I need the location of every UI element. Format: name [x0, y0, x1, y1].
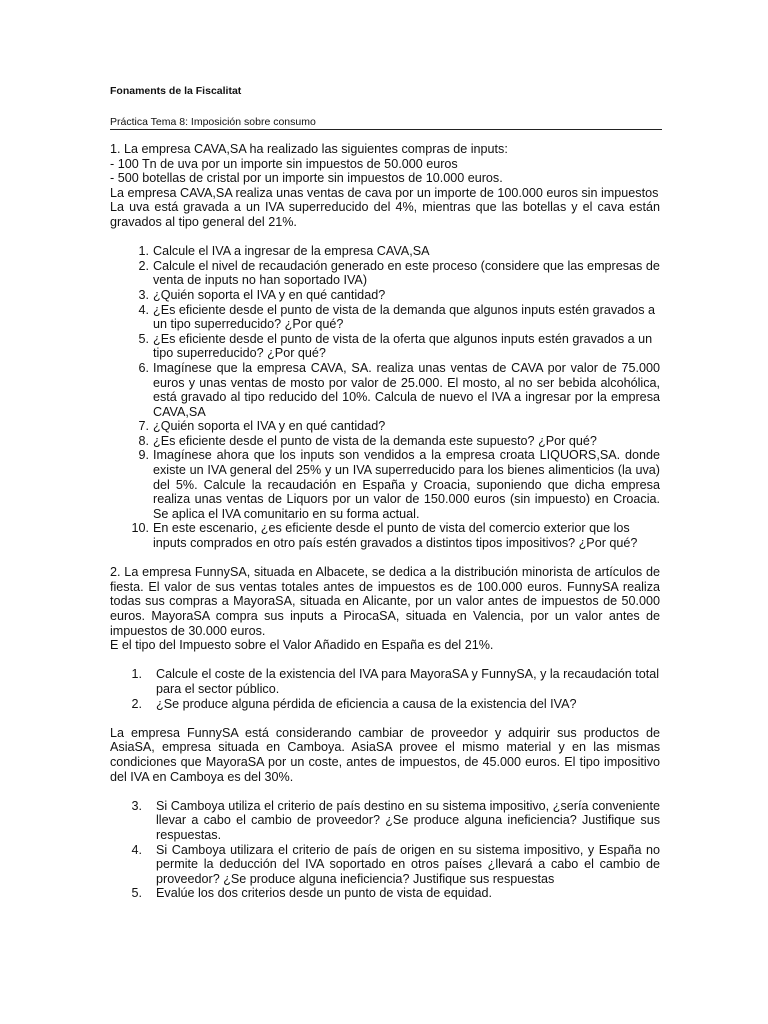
- item-number: 9.: [138, 448, 149, 463]
- spacer: [110, 784, 660, 799]
- list-item: [110, 667, 660, 696]
- list-item: [110, 361, 660, 419]
- item-number: 1.: [131, 667, 142, 682]
- list-item: [110, 886, 660, 901]
- item-text: Calcule el IVA a ingresar de la empresa CAVA,SA: [153, 244, 430, 259]
- exercise1-input-grapes: - 100 Tn de uva por un importe sin impuestos de 50.000 euros: [110, 156, 458, 171]
- item-number: 6.: [138, 360, 149, 375]
- exercise2-intro: 2. La empresa FunnySA, situada en Albacete, se dedica a la distribución minorista de artículos de fiesta. El valor de sus ventas totales antes de impuestos es de 100.000 euros. FunnySA realiza todas sus compras a MayoraSA, situada en Alicante, por un valor antes de impuestos de 50.000 euros. MayoraSA compra sus inputs a PirocaSA, situada en Valencia, por un valor antes de impuestos de 30.000 euros.: [110, 565, 660, 638]
- list-item: [110, 288, 660, 303]
- list-item: [110, 521, 660, 550]
- list-item: [110, 419, 660, 434]
- item-text: Si Camboya utilizara el criterio de país de origen en su sistema impositivo, y España no permite la deducción del IVA soportado en otros países ¿llevará a cabo el cambio de proveedor? ¿Se produce alguna ineficiencia? Justifique sus respuestas: [156, 842, 660, 886]
- course-title: Fonaments de la Fiscalitat: [110, 85, 242, 97]
- item-number: 3.: [138, 287, 149, 302]
- item-text: Si Camboya utiliza el criterio de país destino en su sistema impositivo, ¿sería conveniente llevar a cabo el cambio de proveedor? ¿Se produce alguna ineficiencia? Justifique sus respuestas.: [156, 798, 660, 842]
- exercise2-question-list-b: [110, 799, 660, 901]
- item-number: 4.: [131, 842, 142, 857]
- spacer: [110, 653, 660, 668]
- item-text: ¿Es eficiente desde el punto de vista de la demanda que algunos inputs estén gravados a un tipo superreducido? ¿Por qué?: [153, 302, 655, 332]
- list-item: [110, 303, 660, 332]
- header-divider: [110, 129, 662, 130]
- exercise2-vat-rate: E el tipo del Impuesto sobre el Valor Añadido en España es del 21%.: [110, 638, 494, 653]
- item-text: Calcule el coste de la existencia del IVA para MayoraSA y FunnySA, y la recaudación total para el sector público.: [156, 667, 660, 696]
- item-number: 5.: [138, 331, 149, 346]
- item-number: 2.: [131, 696, 142, 711]
- item-text: Imagínese ahora que los inputs son vendidos a la empresa croata LIQUORS,SA. donde existe un IVA general del 25% y un IVA superreducido para los bienes alimenticios (la uva) del 5%. Calcule la recaudación en España y Croacia, suponiendo que dicha empresa realiza unas ventas de Liquors por un valor de 150.000 euros (sin impuesto) en Croacia. Se aplica el IVA comunitario en su forma actual.: [153, 448, 660, 521]
- item-number: 10.: [131, 521, 149, 536]
- exercise1-question-list: [110, 244, 660, 550]
- item-number: 5.: [131, 886, 142, 901]
- item-text: ¿Es eficiente desde el punto de vista de la oferta que algunos inputs estén gravados a un tipo superreducido? ¿Por qué?: [153, 331, 653, 361]
- item-text: Calcule el nivel de recaudación generado en este proceso (considere que las empresas de venta de inputs no han soportado IVA): [153, 258, 660, 288]
- list-item: [110, 448, 660, 521]
- list-item: [110, 434, 660, 449]
- list-item: [110, 259, 660, 288]
- item-number: 4.: [138, 302, 149, 317]
- item-text: Imagínese que la empresa CAVA, SA. realiza unas ventas de CAVA por valor de 75.000 euros y unas ventas de mosto por valor de 25.000. El mosto, al no ser bebida alcohólica, está gravado al tipo reducido del 10%. Calcula de nuevo el IVA a ingresar por la empresa CAVA,SA: [153, 360, 660, 419]
- list-item: [110, 697, 660, 712]
- item-text: ¿Quién soporta el IVA y en qué cantidad?: [153, 419, 386, 434]
- exercise1-sales: La empresa CAVA,SA realiza unas ventas de cava por un importe de 100.000 euros sin impuestos: [110, 185, 659, 200]
- item-text: Evalúe los dos criterios desde un punto de vista de equidad.: [156, 886, 493, 901]
- item-number: 2.: [138, 258, 149, 273]
- practice-subtitle: Práctica Tema 8: Imposición sobre consumo: [110, 116, 316, 128]
- exercise1-input-bottles: - 500 botellas de cristal por un importe sin impuestos de 10.000 euros.: [110, 171, 503, 186]
- document-body: [110, 142, 660, 901]
- item-text: ¿Quién soporta el IVA y en qué cantidad?: [153, 287, 386, 302]
- item-text: ¿Se produce alguna pérdida de eficiencia a causa de la existencia del IVA?: [156, 696, 577, 711]
- exercise1-vat-info: La uva está gravada a un IVA superreducido del 4%, mientras que las botellas y el cava están gravados al tipo general del 21%.: [110, 200, 660, 229]
- item-number: 3.: [131, 798, 142, 813]
- list-item: [110, 332, 660, 361]
- exercise1-intro-line: 1. La empresa CAVA,SA ha realizado las siguientes compras de inputs:: [110, 142, 508, 156]
- exercise2-scenario: La empresa FunnySA está considerando cambiar de proveedor y adquirir sus productos de AsiaSA, empresa situada en Camboya. AsiaSA provee el mismo material y en las mismas condiciones que MayoraSA por un coste, antes de impuestos, de 45.000 euros. El tipo impositivo del IVA en Camboya es del 30%.: [110, 725, 660, 784]
- list-item: [110, 799, 660, 843]
- item-text: En este escenario, ¿es eficiente desde el punto de vista del comercio exterior que los inputs comprados en otro país estén gravados a distintos tipos impositivos? ¿Por qué?: [153, 521, 638, 551]
- item-number: 7.: [138, 419, 149, 434]
- list-item: [110, 843, 660, 887]
- spacer: [110, 551, 660, 566]
- spacer: [110, 711, 660, 726]
- exercise2-question-list-a: [110, 667, 660, 711]
- item-number: 1.: [138, 244, 149, 259]
- item-text: ¿Es eficiente desde el punto de vista de la demanda este supuesto? ¿Por qué?: [153, 433, 597, 448]
- spacer: [110, 230, 660, 245]
- item-number: 8.: [138, 433, 149, 448]
- list-item: [110, 244, 660, 259]
